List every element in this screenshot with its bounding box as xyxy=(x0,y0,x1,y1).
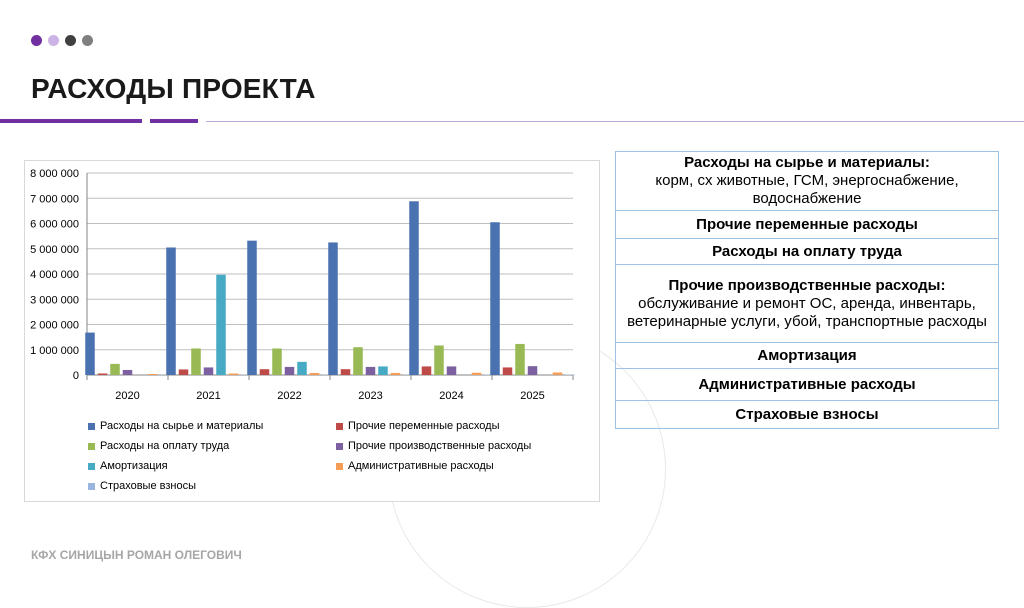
legend-item xyxy=(336,440,531,452)
legend-swatch xyxy=(336,463,343,470)
bar xyxy=(216,275,226,375)
bar xyxy=(472,373,482,375)
bar xyxy=(123,370,133,375)
category-detail: корм, сх животные, ГСМ, энергоснабжение, водоснабжение xyxy=(620,172,994,208)
y-tick-label: 5 000 000 xyxy=(30,244,79,256)
dot-3 xyxy=(65,35,76,46)
bar xyxy=(353,347,363,375)
legend-label: Расходы на оплату труда xyxy=(100,440,229,452)
legend-label: Страховые взносы xyxy=(100,480,196,492)
bar xyxy=(366,367,376,375)
bar xyxy=(179,369,189,375)
category-heading: Расходы на сырье и материалы: xyxy=(620,154,994,172)
bar xyxy=(272,348,282,375)
bar xyxy=(378,366,388,375)
legend-item xyxy=(88,420,263,432)
x-tick-label: 2023 xyxy=(358,390,382,402)
category-row xyxy=(616,369,999,401)
bar xyxy=(148,374,158,375)
category-heading: Административные расходы xyxy=(620,376,994,394)
bar xyxy=(98,373,108,375)
bar xyxy=(328,242,338,375)
bar xyxy=(391,373,401,375)
dot-2 xyxy=(48,35,59,46)
bar xyxy=(260,369,270,375)
bar xyxy=(503,367,513,375)
slide-dots xyxy=(31,35,93,46)
bar xyxy=(490,222,500,375)
legend-item xyxy=(88,440,229,452)
bar xyxy=(434,345,444,375)
x-tick-label: 2025 xyxy=(520,390,544,402)
bar xyxy=(191,348,201,375)
bar xyxy=(229,373,239,375)
category-heading: Страховые взносы xyxy=(620,406,994,424)
bar xyxy=(341,369,351,375)
legend-item xyxy=(336,460,494,472)
y-tick-label: 0 xyxy=(73,370,79,382)
category-detail: обслуживание и ремонт ОС, аренда, инвентарь, ветеринарные услуги, убой, транспортные расходы xyxy=(620,295,994,331)
bar xyxy=(85,333,95,375)
bar xyxy=(515,344,525,375)
bar xyxy=(422,366,432,375)
x-tick-label: 2022 xyxy=(277,390,301,402)
y-tick-label: 6 000 000 xyxy=(30,219,79,231)
legend-label: Амортизация xyxy=(100,460,168,472)
category-row xyxy=(616,401,999,429)
category-cell xyxy=(616,211,999,239)
legend-swatch xyxy=(88,423,95,430)
category-row xyxy=(616,343,999,369)
x-tick-label: 2024 xyxy=(439,390,463,402)
bar xyxy=(285,367,295,375)
bar xyxy=(553,372,563,375)
category-heading: Прочие переменные расходы xyxy=(620,216,994,234)
bar xyxy=(204,367,214,375)
y-tick-label: 8 000 000 xyxy=(30,168,79,180)
expense-categories-table xyxy=(615,151,999,429)
dot-1 xyxy=(31,35,42,46)
category-heading: Расходы на оплату труда xyxy=(620,243,994,261)
bar xyxy=(166,247,176,375)
legend-item xyxy=(88,480,196,492)
legend-swatch xyxy=(336,423,343,430)
category-row xyxy=(616,239,999,265)
bar xyxy=(565,374,575,375)
x-tick-label: 2021 xyxy=(196,390,220,402)
bar xyxy=(528,366,538,375)
footer-company-name: КФХ СИНИЦЫН РОМАН ОЛЕГОВИЧ xyxy=(31,548,242,562)
y-tick-label: 3 000 000 xyxy=(30,294,79,306)
category-cell xyxy=(616,369,999,401)
bar xyxy=(447,366,457,375)
y-tick-label: 1 000 000 xyxy=(30,345,79,357)
slide-title: РАСХОДЫ ПРОЕКТА xyxy=(31,73,316,105)
legend-label: Прочие производственные расходы xyxy=(348,440,531,452)
legend-label: Расходы на сырье и материалы xyxy=(100,420,263,432)
legend-swatch xyxy=(88,463,95,470)
bar xyxy=(310,373,320,375)
bar xyxy=(110,364,120,375)
bar xyxy=(247,241,257,375)
category-cell xyxy=(616,152,999,211)
x-tick-label: 2020 xyxy=(115,390,139,402)
category-row xyxy=(616,152,999,211)
dot-4 xyxy=(82,35,93,46)
legend-swatch xyxy=(88,483,95,490)
legend-swatch xyxy=(336,443,343,450)
category-heading: Амортизация xyxy=(620,347,994,365)
legend-item xyxy=(336,420,499,432)
y-tick-label: 4 000 000 xyxy=(30,269,79,281)
y-tick-label: 7 000 000 xyxy=(30,193,79,205)
legend-swatch xyxy=(88,443,95,450)
category-heading: Прочие производственные расходы: xyxy=(620,277,994,295)
category-row xyxy=(616,211,999,239)
y-tick-label: 2 000 000 xyxy=(30,320,79,332)
title-underline-3 xyxy=(206,121,1024,122)
legend-label: Административные расходы xyxy=(348,460,494,472)
title-underline-2 xyxy=(150,119,198,123)
title-underline-1 xyxy=(0,119,142,123)
bar xyxy=(297,362,307,375)
legend-label: Прочие переменные расходы xyxy=(348,420,499,432)
legend-item xyxy=(88,460,168,472)
category-row xyxy=(616,265,999,343)
category-cell xyxy=(616,343,999,369)
category-cell xyxy=(616,265,999,343)
category-cell xyxy=(616,401,999,429)
bar xyxy=(409,201,419,375)
category-cell xyxy=(616,239,999,265)
